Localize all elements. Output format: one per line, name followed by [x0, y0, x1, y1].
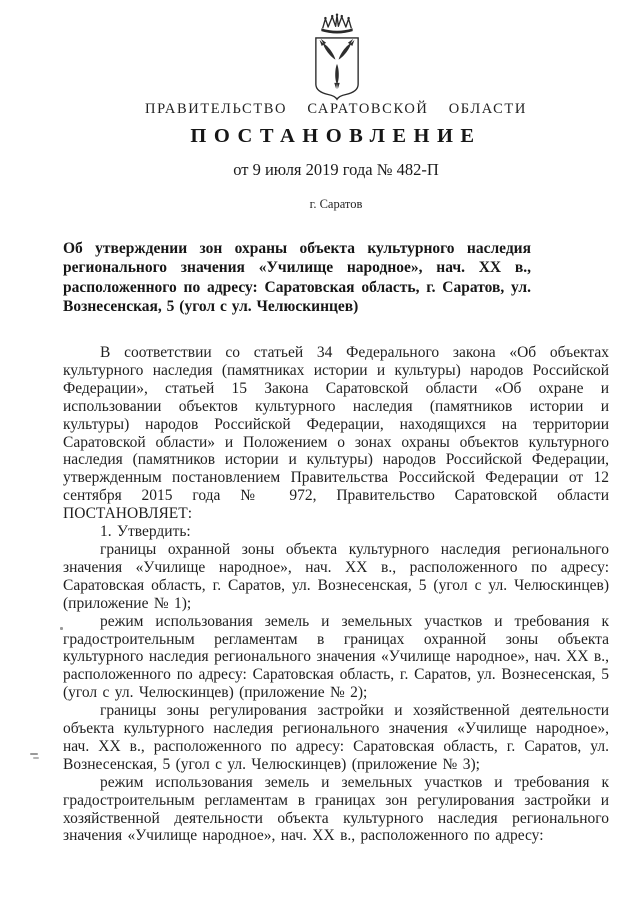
body-paragraph-appendix-3: границы зоны регулирования застройки и хозяйственной деятельности объекта культурного наследия регионального значения «Училище народное», нач. XX в., расположенного по адресу: Саратовская область, г. Саратов, ул. Вознесенская, 5 (угол с ул. Челюскинцев) (приложение № 3); [63, 702, 609, 773]
body-paragraph-regime-zones: режим использования земель и земельных участков и требования к градостроительным регламентам в границах зон регулирования застройки и хозяйственной деятельности объекта культурного наследия регионального значения «Училище народное», нач. XX в., расположенного по адресу: [63, 773, 609, 845]
scan-speck [30, 753, 38, 755]
body-paragraph-appendix-2: режим использования земель и земельных участков и требования к градостроительным регламентам в границах охранной зоны объекта культурного наследия регионального значения «Училище народное», нач. XX в., расположенного по адресу: Саратовская область, г. Саратов, ул. Вознесенская, 5 (угол с ул. Челюскинцев) (приложение № 2); [63, 612, 609, 702]
scan-speck [33, 757, 39, 759]
body-paragraph-item-1: 1. Утвердить: [100, 523, 191, 541]
scan-speck [60, 627, 63, 630]
date-and-number-line: от 9 июля 2019 года № 482-П [233, 160, 439, 179]
document-type-heading: ПОСТАНОВЛЕНИЕ [190, 125, 482, 147]
body-paragraph-preamble: В соответствии со статьей 34 Федерального закона «Об объектах культурного наследия (памятниках истории и культуры) народов Российской Федерации», статьей 15 Закона Саратовской области «Об охране и использовании объектов культурного наследия (памятников истории и культуры) народов Российской Федерации, находящихся на территории Саратовской области» и Положением о зонах охраны объектов культурного наследия (памятников истории и культуры) народов Российской Федерации, утвержденным постановлением Правительства Российской Федерации от 12 сентября 2015 года № 972, Правительство Саратовской области ПОСТАНОВЛЯЕТ: [63, 344, 609, 523]
body-paragraph-appendix-1: границы охранной зоны объекта культурного наследия регионального значения «Училище народное», нач. XX в., расположенного по адресу: Саратовская область, г. Саратов, ул. Вознесенская, 5 (угол с ул. Челюскинцев) (приложение № 1); [63, 540, 609, 612]
document-body [63, 344, 609, 845]
organization-name: ПРАВИТЕЛЬСТВО САРАТОВСКОЙ ОБЛАСТИ [145, 101, 527, 117]
saratov-coat-of-arms-icon [306, 12, 368, 102]
place-line: г. Саратов [309, 197, 363, 211]
document-title: Об утверждении зон охраны объекта культурного наследия регионального значения «Училище народное», нач. XX в., расположенного по адресу: Саратовская область, г. Саратов, ул. Вознесенская, 5 (угол с ул. Челюскинцев) [63, 240, 531, 316]
